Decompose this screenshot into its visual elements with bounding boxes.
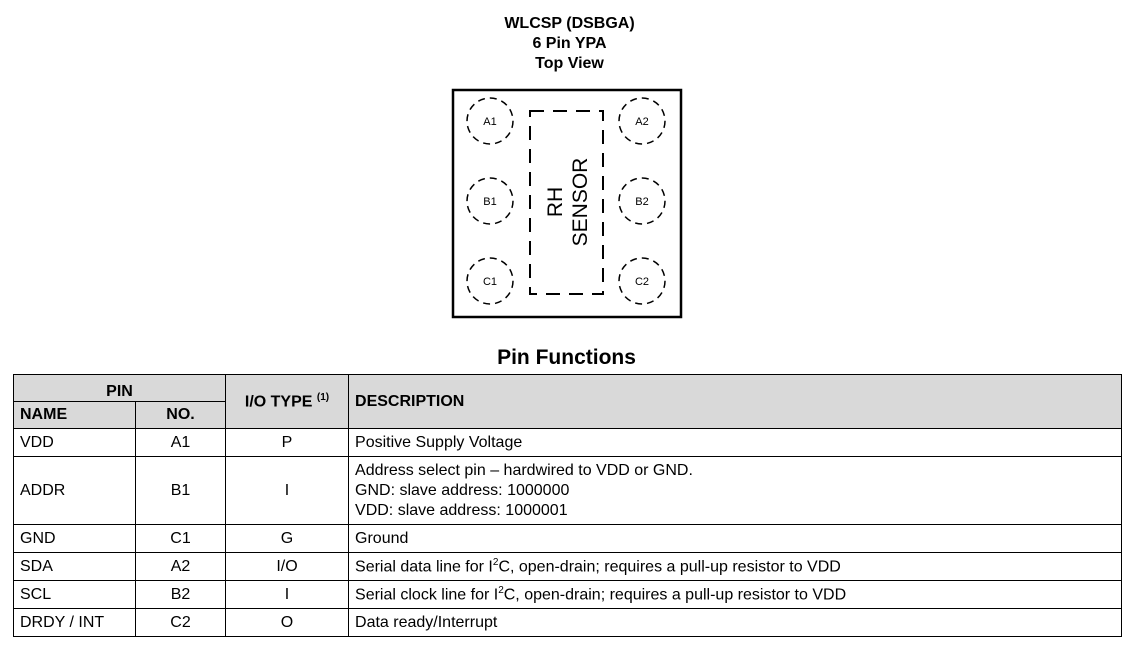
header-name: NAME <box>14 402 136 429</box>
table-title: Pin Functions <box>497 346 636 369</box>
cell-desc <box>349 457 1122 525</box>
cell-no: B2 <box>136 581 226 609</box>
cell-no: A2 <box>136 553 226 581</box>
cell-name: DRDY / INT <box>14 609 136 637</box>
pin-b2-label: B2 <box>635 196 649 208</box>
sensor-label-line2: SENSOR <box>569 157 592 247</box>
desc-line: Address select pin – hardwired to VDD or GND. <box>355 461 693 479</box>
table-row <box>14 609 1122 637</box>
cell-no: A1 <box>136 429 226 457</box>
cell-no: B1 <box>136 457 226 525</box>
table-header-row <box>14 375 1122 402</box>
package-diagram <box>451 88 683 319</box>
cell-desc: Data ready/Interrupt <box>349 609 1122 637</box>
desc-text: Serial data line for I <box>355 558 493 576</box>
cell-name: VDD <box>14 429 136 457</box>
pin-c2-label: C2 <box>634 276 650 288</box>
cell-name: SCL <box>14 581 136 609</box>
header-io-type-text: I/O TYPE <box>244 393 313 411</box>
header-io-type <box>226 375 349 429</box>
package-title-line1: WLCSP (DSBGA) <box>504 15 635 32</box>
cell-desc <box>349 581 1122 609</box>
cell-io: G <box>226 525 349 553</box>
package-title-line2: 6 Pin YPA <box>532 35 607 52</box>
cell-name: GND <box>14 525 136 553</box>
header-no: NO. <box>136 402 226 429</box>
cell-desc: Positive Supply Voltage <box>349 429 1122 457</box>
sensor-label-line1: RH <box>544 186 567 218</box>
desc-text: C, open-drain; requires a pull-up resistor to VDD <box>503 586 847 604</box>
table-row <box>14 429 1122 457</box>
cell-desc: Ground <box>349 525 1122 553</box>
desc-text: Serial clock line for I <box>355 586 499 604</box>
cell-io: I <box>226 581 349 609</box>
desc-text: C, open-drain; requires a pull-up resistor to VDD <box>498 558 841 576</box>
package-title <box>0 14 1139 74</box>
cell-no: C2 <box>136 609 226 637</box>
package-title-line3: Top View <box>535 55 604 72</box>
header-io-footnote: (1) <box>316 391 330 403</box>
desc-line: VDD: slave address: 1000001 <box>355 501 568 519</box>
cell-name: SDA <box>14 553 136 581</box>
table-row <box>14 525 1122 553</box>
pin-a1-label: A1 <box>483 116 497 128</box>
table-row <box>14 457 1122 525</box>
desc-superscript: 2 <box>498 584 504 596</box>
table-row <box>14 553 1122 581</box>
cell-io: P <box>226 429 349 457</box>
table-row <box>14 581 1122 609</box>
cell-desc <box>349 553 1122 581</box>
cell-io: I <box>226 457 349 525</box>
cell-name: ADDR <box>14 457 136 525</box>
cell-io: I/O <box>226 553 349 581</box>
pin-a2-label: A2 <box>635 116 649 128</box>
desc-line: GND: slave address: 1000000 <box>355 481 570 499</box>
cell-no: C1 <box>136 525 226 553</box>
pin-functions-table <box>13 374 1122 637</box>
pin-b1-label: B1 <box>483 196 497 208</box>
header-pin: PIN <box>14 375 226 402</box>
cell-io: O <box>226 609 349 637</box>
header-description: DESCRIPTION <box>349 375 1122 429</box>
desc-superscript: 2 <box>492 556 499 568</box>
pin-c1-label: C1 <box>482 276 498 288</box>
